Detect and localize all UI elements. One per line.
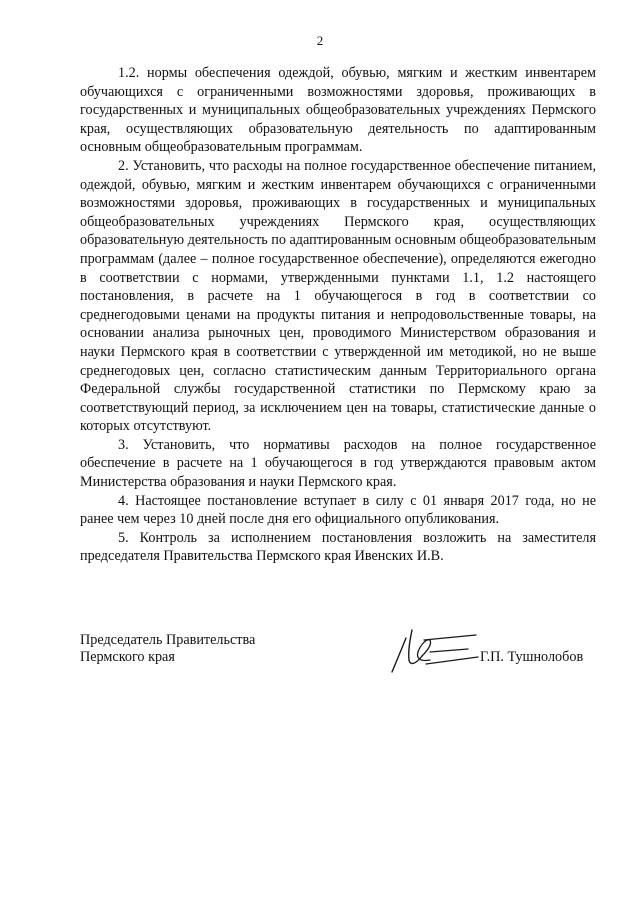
signatory-name: Г.П. Тушнолобов — [480, 649, 584, 665]
paragraph-effective-date: 4. Настоящее постановление вступает в силу с 01 января 2017 года, но не ранее чем через 10 дней после дня его официального опубликования. — [80, 492, 596, 528]
signatory-position — [80, 632, 255, 666]
signature-block — [80, 632, 600, 692]
signatory-position-line1: Председатель Правительства — [80, 632, 256, 648]
paragraph-control: 5. Контроль за исполнением постановления возложить на заместителя председателя Правительства Пермского края Ивенских И.В. — [80, 529, 596, 565]
page-number: 2 — [316, 33, 324, 48]
paragraph-norms-clothing: 1.2. нормы обеспечения одеждой, обувью, мягким и жестким инвентарем обучающихся с ограниченными возможностями здоровья, проживающих в государственных и муниципальных общеобразовательных учреждениях Пермского края, осуществляющих образовательную деятельность по адаптированным основным общеобразовательным программам. — [80, 65, 596, 156]
handwritten-signature — [388, 626, 480, 676]
paragraph-standards: 3. Установить, что нормативы расходов на полное государственное обеспечение в расчете на 1 обучающегося в год утверждаются правовым актом Министерства образования и науки Пермского края. — [80, 436, 596, 491]
document-body — [80, 64, 596, 566]
paragraph-expenses: 2. Установить, что расходы на полное государственное обеспечение питанием, одеждой, обувью, мягким и жестким инвентарем обучающихся с ограниченными возможностями здоровья, проживающих в государственных и муниципальных общеобразовательных учреждениях Пермского края, осуществляющих образовательную деятельность по адаптированным основным общеобразовательным программам (далее – полное государственное обеспечение), определяются ежегодно в соответствии с нормами, утвержденными пунктами 1.1, 1.2 настоящего постановления, в расчете на 1 обучающегося в год в соответствии со среднегодовыми ценами на продукты питания и непродовольственные товары, на основании анализа рыночных цен, проводимого Министерством образования и науки Пермского края в соответствии с утвержденной им методикой, но не выше среднегодовых цен, согласно статистическим данным Территориального органа Федеральной службы государственной статистики по Пермскому краю за соответствующий период, за исключением цен на товары, статистические данные о которых отсутствуют. — [80, 157, 596, 435]
signatory-position-line2: Пермского края — [80, 649, 175, 665]
